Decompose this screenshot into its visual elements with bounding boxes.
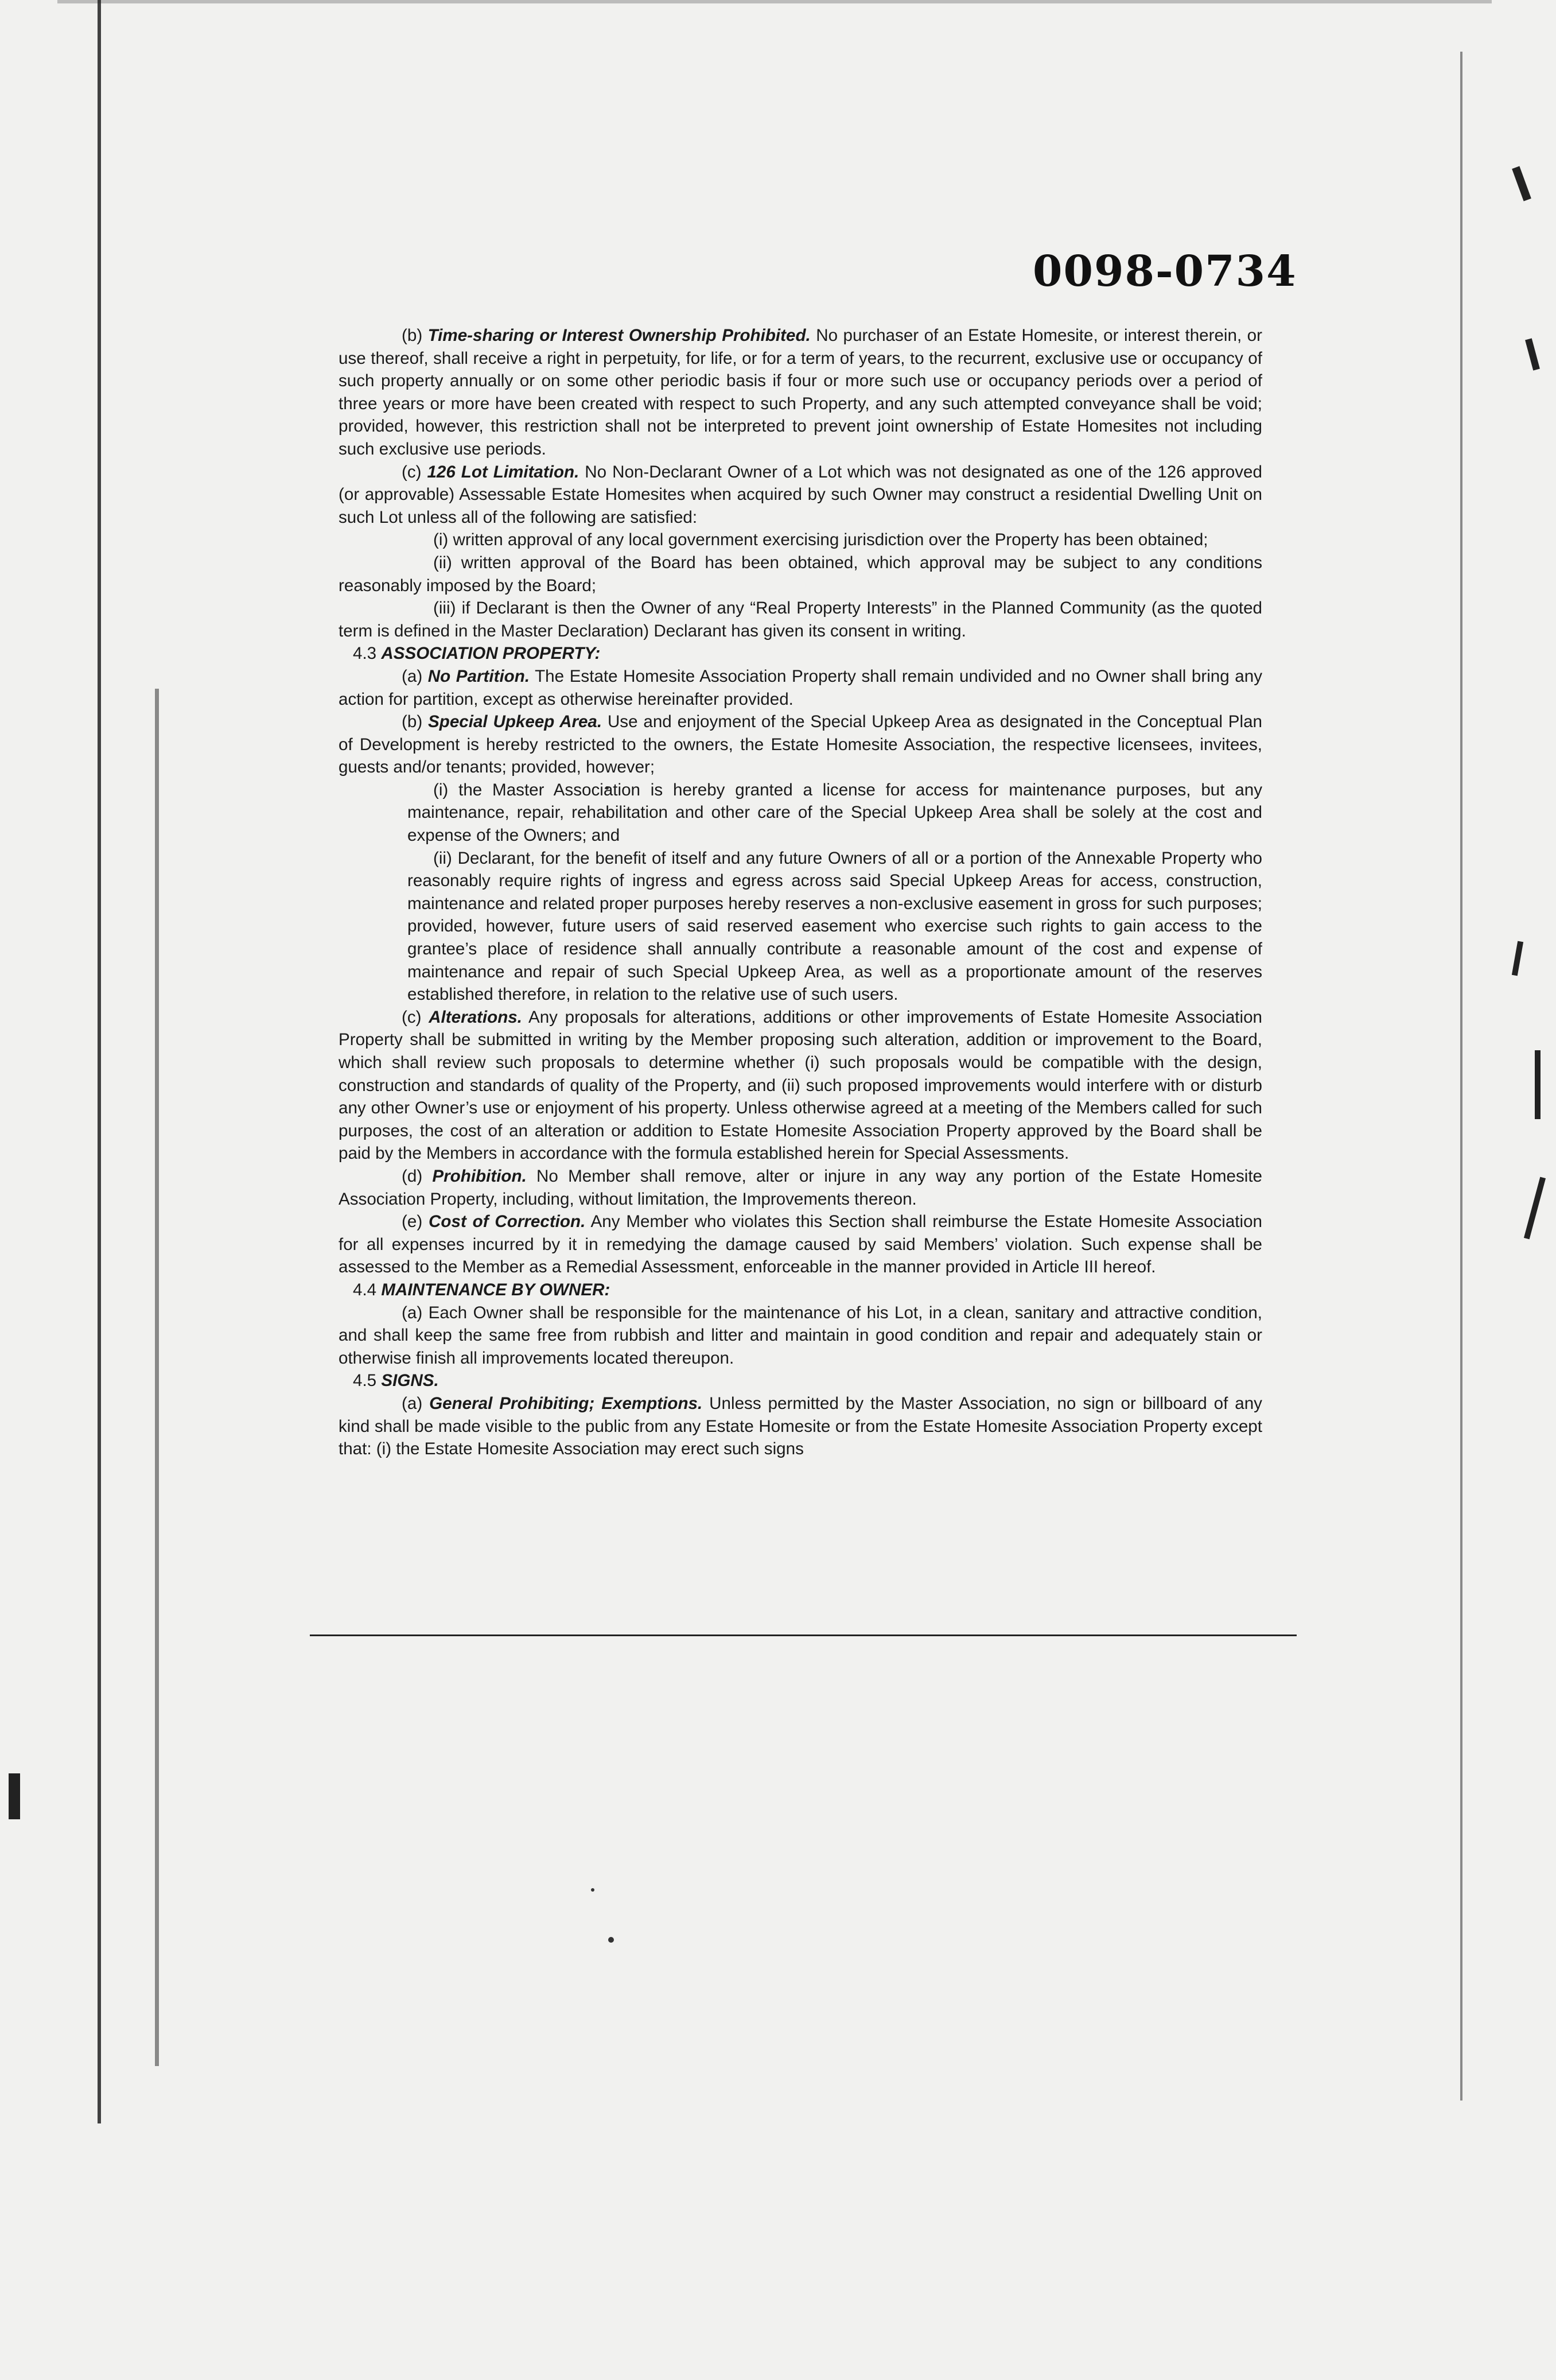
subparagraph-ii: (ii) written approval of the Board has been obtained, which approval may be subject to any conditions reasonably imposed by the Board; (339, 553, 1262, 595)
scan-mark (1535, 1050, 1541, 1119)
paragraph-time-sharing: (b) Time-sharing or Interest Ownership Prohibited. No purchaser of an Estate Homesite, or interest therein, or use thereof, shall receive a right in perpetuity, for life, or for a term of years, to the recurrent, exclusive use or occupancy of such property annually or on some other periodic basis if four or more such use or occupancy periods over a period of three years or more have been created with respect to such Property, and any such attempted conveyance shall be void; provided, however, this restriction shall not be interpreted to prevent joint ownership of Estate Homesites not including such exclusive use periods. (339, 326, 1262, 459)
scan-mark (1512, 166, 1531, 201)
paragraph-owner-maintenance: (a) Each Owner shall be responsible for the maintenance of his Lot, in a clean, sanitary and attractive condition, and shall keep the same free from rubbish and litter and maintain in good condition and repair and adequately stain or otherwise finish all improvements located thereupon. (339, 1303, 1262, 1368)
scan-binding-shadow (155, 689, 159, 2066)
subparagraph-iii: (iii) if Declarant is then the Owner of any “Real Property Interests” in the Planned Community (as the quoted term is defined in the Master Declaration) Declarant has given its consent in writing. (339, 599, 1262, 640)
scan-mark (1525, 338, 1540, 370)
paragraph-title: 126 Lot Limitation. (427, 462, 579, 482)
scan-mark (1524, 1177, 1546, 1240)
paragraph-signs: (a) General Prohibiting; Exemptions. Unless permitted by the Master Association, no sign or billboard of any kind shall be made visible to the public from any Estate Homesite or from the Estate Homesite Association Property except that: (i) the Estate Homesite Association may erect such signs (339, 1393, 1262, 1459)
paragraph-lot-limitation: (c) 126 Lot Limitation. No Non-Declarant Owner of a Lot which was not designated as one of the 126 approved (or approvable) Assessable Estate Homesites when acquired by such Owner may construct a residential Dwelling Unit on such Lot unless all of the following are satisfied: (339, 462, 1262, 527)
paragraph-title: No Partition. (427, 666, 530, 686)
scan-speck (591, 1888, 594, 1892)
subparagraph-i: (i) written approval of any local government exercising jurisdiction over the Property has been obtained; (433, 530, 1208, 550)
paragraph-alterations: (c) Alterations. Any proposals for alterations, additions or other improvements of Estate Homesite Association Property shall be submitted in writing by the Member proposing such alteration, addition or improvement to the Board, which shall review such proposals to determine whether (i) such proposals would be compatible with the design, construction and standards of quality of the Property, and (ii) such proposed improvements would interfere with or disturb any other Owner’s use or enjoyment of his property. Unless otherwise agreed at a meeting of the Members called for such purposes, the cost of an alteration or addition to Estate Homesite Association Property approved by the Board shall be paid by the Members in accordance with the formula established herein for Special Assessments. (339, 1007, 1262, 1163)
subparagraph-ii-easement: (ii) Declarant, for the benefit of itself and any future Owners of all or a portion of the Annexable Property who reasonably require rights of ingress and egress across said Special Upkeep Areas for access, construction, maintenance and related proper purposes hereby reserves a non-exclusive easement in gross for such purposes; provided, however, future users of said reserved easement who exercise such rights to gain access to the grantee’s place of residence shall annually contribute a reasonable amount of the cost and expense of maintenance and repair of such Special Upkeep Area, as well as a proportionate amount of the reserves established therefore, in relation to the relative use of such users. (407, 848, 1262, 1004)
paragraph-title: Cost of Correction. (429, 1212, 586, 1232)
scan-speck (608, 1937, 614, 1943)
document-body (339, 324, 1262, 1461)
paragraph-prohibition: (d) Prohibition. No Member shall remove, alter or injure in any way any portion of the Estate Homesite Association Property, including, without limitation, the Improvements thereon. (339, 1166, 1263, 1209)
scan-mark (1512, 941, 1523, 976)
scan-left-edge (98, 0, 101, 2123)
section-heading-4-5: 4.5 SIGNS. (353, 1371, 439, 1391)
scan-right-edge (1460, 52, 1462, 2101)
paragraph-cost-of-correction: (e) Cost of Correction. Any Member who violates this Section shall reimburse the Estate Homesite Association for all expenses incurred by it in remedying the damage caused by said Members’ violation. Such expense shall be assessed to the Member as a Remedial Assessment, enforceable in the manner provided in Article III hereof. (339, 1212, 1263, 1277)
document-number: 0098-0734 (1033, 247, 1297, 296)
subparagraph-i-license: (i) the Master Association is hereby granted a license for access for maintenance purposes, but any maintenance, repair, rehabilitation and other care of the Special Upkeep Area shall be solely at the cost and expense of the Owners; and (407, 780, 1262, 845)
section-heading-4-4: 4.4 MAINTENANCE BY OWNER: (353, 1280, 610, 1299)
scan-mark (9, 1773, 20, 1819)
scan-top-edge (57, 0, 1492, 3)
paragraph-no-partition: (a) No Partition. The Estate Homesite Association Property shall remain undivided and no Owner shall bring any action for partition, except as otherwise hereinafter provided. (339, 666, 1262, 709)
paragraph-title: Alterations. (429, 1007, 522, 1027)
paragraph-special-upkeep: (b) Special Upkeep Area. Use and enjoyment of the Special Upkeep Area as designated in the Conceptual Plan of Development is hereby restricted to the owners, the Estate Homesite Association, the respective licensees, invitees, guests and/or tenants; provided, however; (339, 712, 1263, 777)
paragraph-title: General Prohibiting; Exemptions. (429, 1393, 703, 1413)
paragraph-title: Prohibition. (432, 1166, 527, 1186)
page-bottom-rule (310, 1634, 1297, 1636)
paragraph-title: Special Upkeep Area. (428, 712, 602, 732)
paragraph-title: Time-sharing or Interest Ownership Prohibited. (427, 326, 811, 345)
section-heading-4-3: 4.3 ASSOCIATION PROPERTY: (353, 644, 601, 663)
